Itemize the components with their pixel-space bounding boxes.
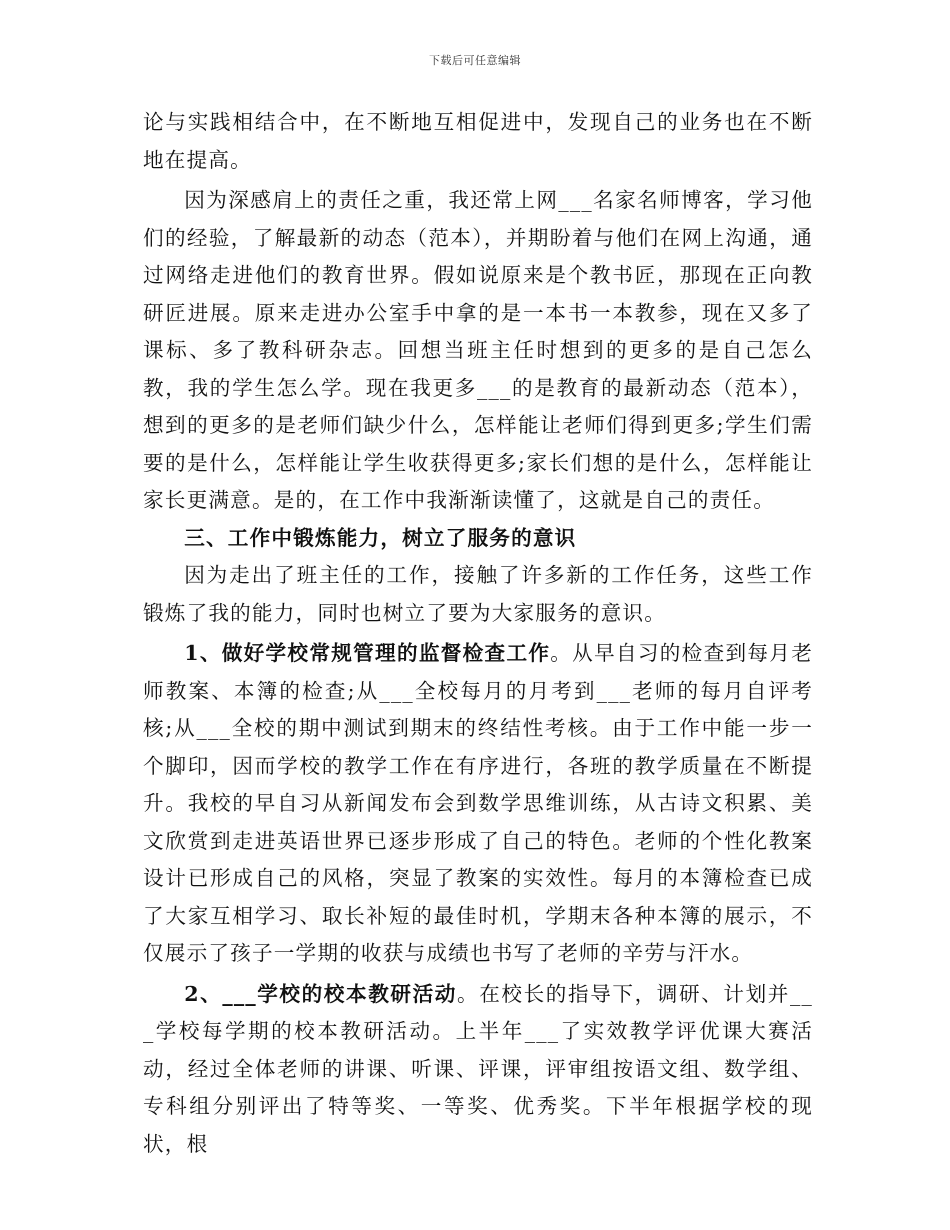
paragraph-4 <box>143 557 813 632</box>
section-heading-text: 三、工作中锻炼能力，树立了服务的意识 <box>184 525 577 550</box>
paragraph-6-text: 。在校长的指导下，调研、计划并___学校每学期的校本教研活动。上半年___了实效教学评优课大赛活动，经过全体老师的讲课、听课、评课，评审组按语文组、数学组、专科组分别评出了特等奖、一等奖、优秀奖。下半年根据学校的现状，根 <box>143 981 813 1156</box>
paragraph-5-text: 。从早自习的检查到每月老师教案、本簿的检查;从___全校每月的月考到___老师的每月自评考核;从___全校的期中测试到期末的终结性考核。由于工作中能一步一个脚印，因而学校的教学工作在有序进行，各班的教学质量在不断提升。我校的早自习从新闻发布会到数学思维训练，从古诗文积累、美文欣赏到走进英语世界已逐步形成了自己的特色。老师的个性化教案设计已形成自己的风格，突显了教案的实效性。每月的本簿检查已成了大家互相学习、取长补短的最佳时机，学期末各种本簿的展示，不仅展示了孩子一学期的收获与成绩也书写了老师的辛劳与汗水。 <box>143 641 813 965</box>
document-body <box>143 104 813 1163</box>
page-header: 下载后可任意编辑 <box>429 54 521 67</box>
paragraph-5 <box>143 635 813 973</box>
paragraph-2 <box>143 182 813 520</box>
paragraph-6 <box>143 976 813 1164</box>
paragraph-2-text: 因为深感肩上的责任之重，我还常上网___名家名师博客，学习他们的经验，了解最新的动态（范本），并期盼着与他们在网上沟通，通过网络走进他们的教育世界。假如说原来是个教书匠，那现在正向教研匠进展。原来走进办公室手中拿的是一本书一本教参，现在又多了课标、多了教科研杂志。回想当班主任时想到的更多的是自己怎么教，我的学生怎么学。现在我更多___的是教育的最新动态（范本），想到的更多的是老师们缺少什么，怎样能让老师们得到更多;学生们需要的是什么，怎样能让学生收获得更多;家长们想的是什么，怎样能让家长更满意。是的，在工作中我渐渐读懂了，这就是自己的责任。 <box>143 188 813 512</box>
paragraph-1-text: 论与实践相结合中，在不断地互相促进中，发现自己的业务也在不断地在提高。 <box>143 110 813 172</box>
paragraph-6-bold-lead: 2、___学校的校本教研活动 <box>184 981 458 1006</box>
paragraph-5-bold-lead: 1、做好学校常规管理的监督检查工作 <box>184 641 551 665</box>
paragraph-4-text: 因为走出了班主任的工作，接触了许多新的工作任务，这些工作锻炼了我的能力，同时也树立了要为大家服务的意识。 <box>143 563 813 625</box>
paragraph-1 <box>143 104 813 179</box>
section-heading-3 <box>143 520 813 558</box>
